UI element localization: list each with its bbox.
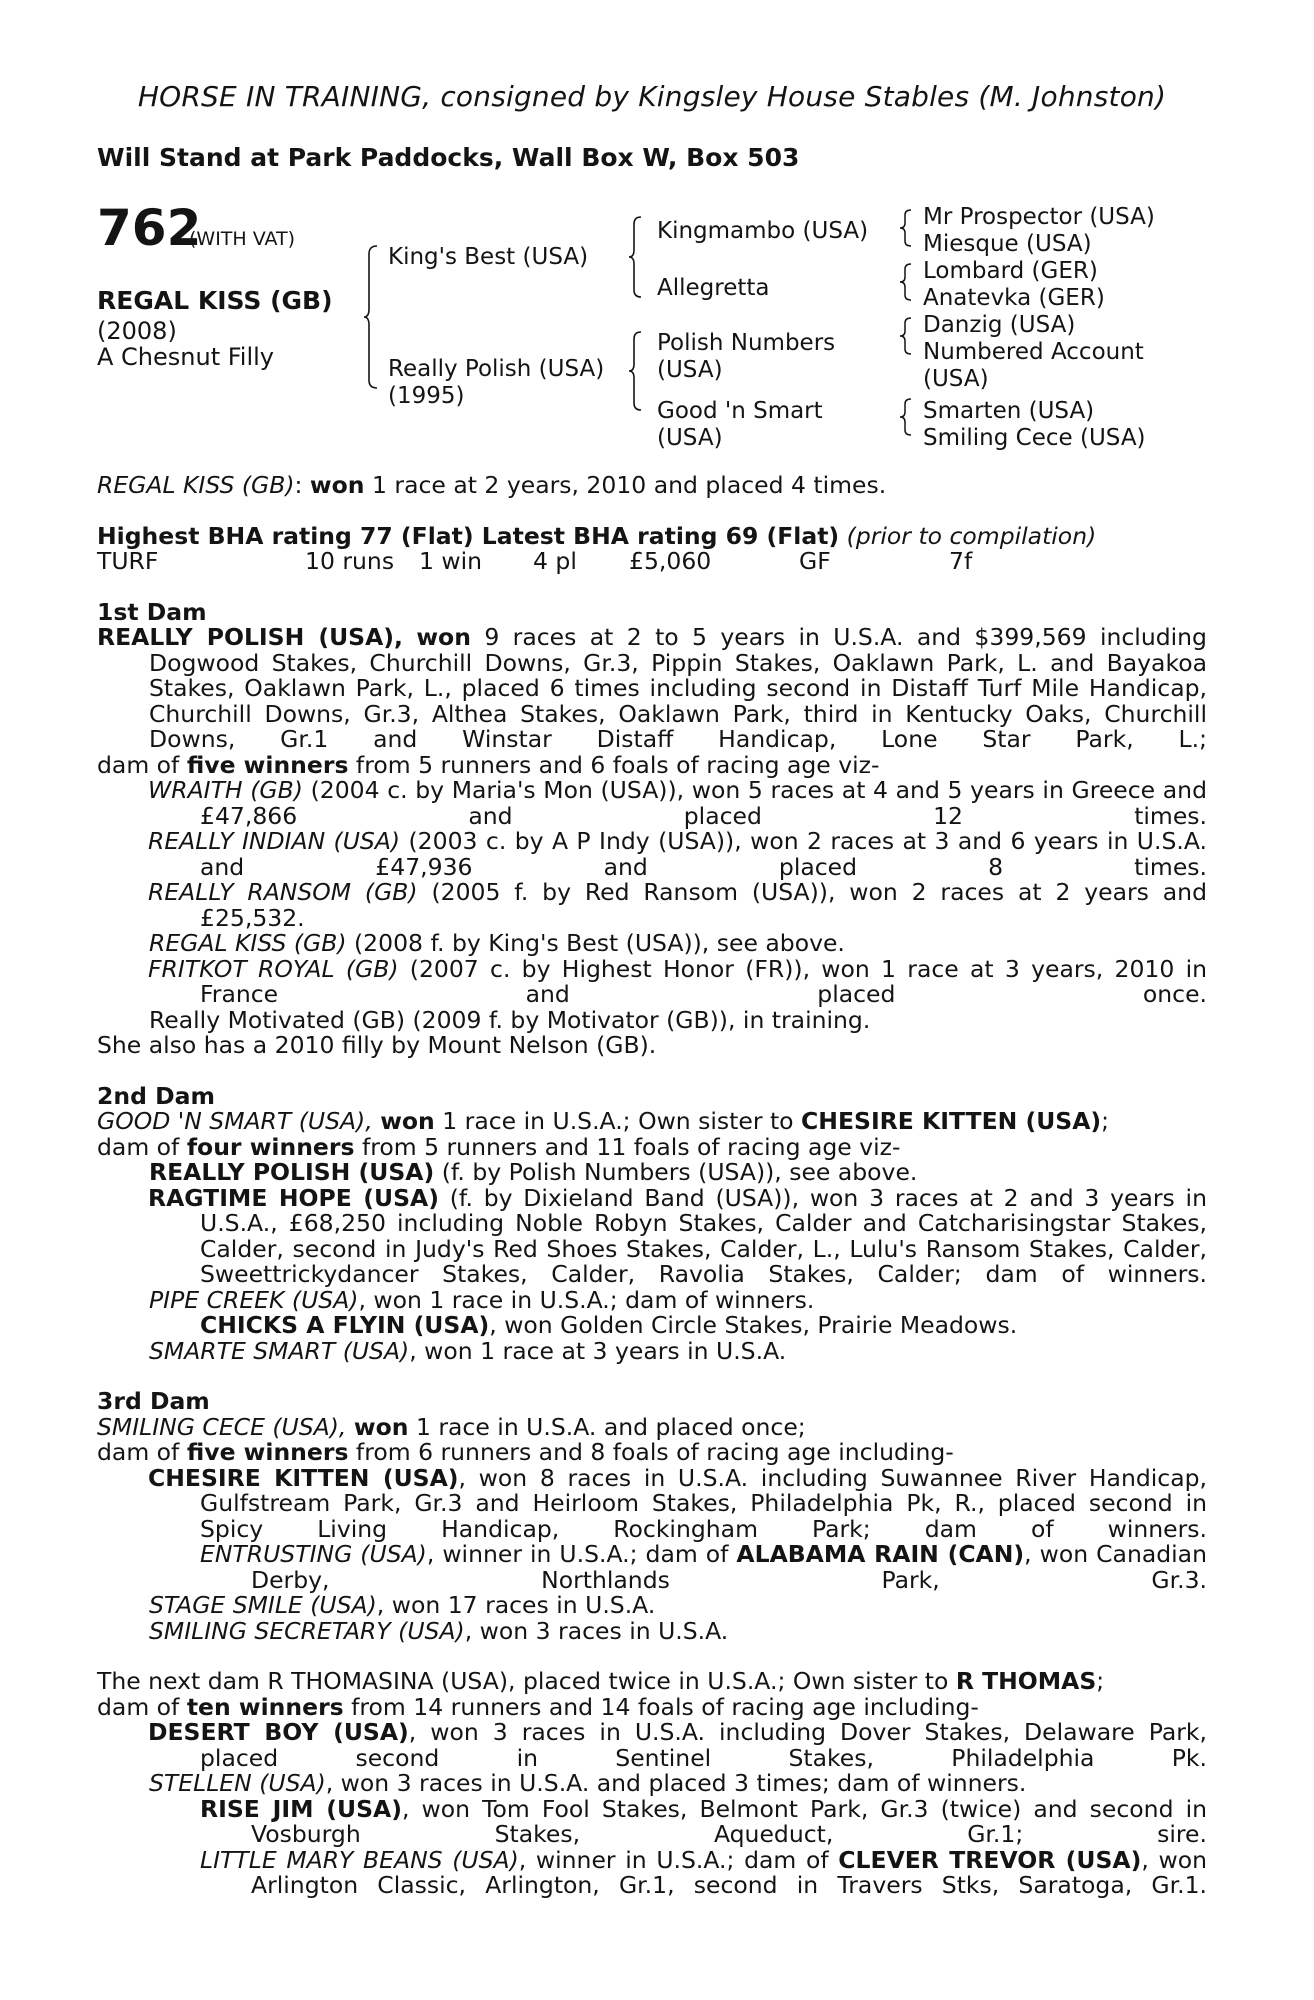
first-dam-record: REALLY POLISH (USA), won 9 races at 2 to 5 years in U.S.A. and $399,569 including Dogwood Stakes, Churchill Downs, Gr.3, Pippin Stakes, Oaklawn Park, L. and Bayakoa Stakes, Oaklawn Park, L., placed 6 times including second in Distaff Turf Mile Handicap, Churchill Downs, Gr.3, Althea Stakes, Oaklawn Park, third in Kentucky Oaks, Churchill Downs, Gr.1 and Winstar Distaff Handicap, Lone Star Park, L.;: [97, 623, 1207, 753]
foal-entry: STELLEN (USA), won 3 races in U.S.A. and placed 3 times; dam of winners.: [149, 1769, 1027, 1797]
lot-vat: (WITH VAT): [189, 228, 296, 250]
horse-year: (2008): [97, 317, 177, 345]
pedigree-g8: Smiling Cece (USA): [923, 425, 1146, 451]
pedigree-g7: Smarten (USA): [923, 398, 1095, 424]
grand-foal-entry: CHICKS A FLYIN (USA), won Golden Circle Stakes, Prairie Meadows.: [200, 1311, 1018, 1339]
pedigree-dam-dam-line2: (USA): [657, 425, 723, 451]
horse-name: REGAL KISS (GB): [97, 286, 333, 315]
pedigree-sire-dam: Allegretta: [657, 275, 770, 301]
horse-description: A Chesnut Filly: [97, 343, 275, 371]
pedigree-dam-sire-line1: Polish Numbers: [657, 330, 836, 356]
foal-entry: REGAL KISS (GB) (2008 f. by King's Best (USA)), see above.: [149, 929, 845, 957]
pedigree-g6-line1: Numbered Account: [923, 339, 1144, 365]
foal-entry: SMILING SECRETARY (USA), won 3 races in U.S.A.: [149, 1616, 729, 1645]
first-dam-produce: dam of five winners from 5 runners and 6 foals of racing age viz-: [97, 750, 880, 779]
foal-entry: RAGTIME HOPE (USA) (f. by Dixieland Band (USA)), won 3 races at 2 and 3 years in U.S.A., £68,250 including Noble Robyn Stakes, Calder and Catcharisingstar Stakes, Calder, second in Judy's Red Shoes Stakes, Calder, L., Lulu's Ransom Stakes, Calder, Sweettrickydancer Stakes, Calder, Ravolia Stakes, Calder; dam of winners.: [148, 1183, 1207, 1288]
pedigree-g3: Lombard (GER): [923, 258, 1098, 284]
foal-entry: SMARTE SMART (USA), won 1 race at 3 years in U.S.A.: [149, 1336, 787, 1365]
pedigree-dam-year: (1995): [388, 383, 465, 409]
foal-entry: FRITKOT ROYAL (GB) (2007 c. by Highest Honor (FR)), won 1 race at 3 years, 2010 in France and placed once.: [148, 954, 1207, 1008]
foal-entry: REALLY POLISH (USA) (f. by Polish Numbers (USA)), see above.: [149, 1158, 918, 1186]
foal-entry: PIPE CREEK (USA), won 1 race in U.S.A.; dam of winners.: [149, 1285, 815, 1314]
pedigree-brace-2: [628, 215, 646, 299]
pedigree-g5: Danzig (USA): [923, 312, 1076, 338]
second-dam-produce: dam of four winners from 5 runners and 11 foals of racing age viz-: [97, 1132, 901, 1161]
next-dam-produce: dam of ten winners from 14 runners and 14 foals of racing age including-: [97, 1692, 979, 1721]
pedigree-brace-4: [899, 208, 915, 248]
pedigree-brace-7: [899, 397, 915, 437]
pedigree-brace-6: [899, 316, 915, 356]
rating-record: TURF 10 runs 1 win 4 pl £5,060 GF 7f: [97, 547, 973, 575]
pedigree-g1: Mr Prospector (USA): [923, 204, 1155, 230]
pedigree-g6-line2: (USA): [923, 366, 989, 392]
grand-foal-entry: ENTRUSTING (USA), winner in U.S.A.; dam of ALABAMA RAIN (CAN), won Canadian Derby, Northlands Park, Gr.3.: [200, 1540, 1207, 1594]
third-dam-record: SMILING CECE (USA), won 1 race in U.S.A. and placed once;: [97, 1412, 806, 1441]
pedigree-dam-sire-line2: (USA): [657, 357, 723, 383]
pedigree-g4: Anatevka (GER): [923, 285, 1105, 311]
pedigree-sire-sire: Kingmambo (USA): [657, 218, 869, 244]
foal-entry: DESERT BOY (USA), won 3 races in U.S.A. including Dover Stakes, Delaware Park, placed second in Sentinel Stakes, Philadelphia Pk.: [148, 1718, 1208, 1772]
third-dam-produce: dam of five winners from 6 runners and 8 foals of racing age including-: [97, 1438, 954, 1466]
pedigree-dam: Really Polish (USA): [388, 356, 605, 382]
second-dam-heading: 2nd Dam: [97, 1081, 215, 1110]
consignment-title: HORSE IN TRAINING, consigned by Kingsley House Stables (M. Johnston): [137, 80, 1167, 113]
pedigree-brace-5: [899, 262, 915, 302]
first-dam-also: She also has a 2010 filly by Mount Nelson (GB).: [97, 1031, 657, 1059]
pedigree-brace-3: [628, 330, 646, 412]
foal-entry: REALLY INDIAN (USA) (2003 c. by A P Indy (USA)), won 2 races at 3 and 6 years in U.S.A. and £47,936 and placed 8 times.: [148, 827, 1207, 881]
race-summary: REGAL KISS (GB): won 1 race at 2 years, 2010 and placed 4 times.: [97, 471, 887, 499]
foal-in-training: Really Motivated (GB) (2009 f. by Motivator (GB)), in training.: [149, 1005, 871, 1034]
rating-headline: Highest BHA rating 77 (Flat) Latest BHA rating 69 (Flat) (prior to compilation): [97, 521, 1097, 550]
foal-entry: CHESIRE KITTEN (USA), won 8 races in U.S.A. including Suwannee River Handicap, Gulfstream Park, Gr.3 and Heirloom Stakes, Philadelphia Pk, R., placed second in Spicy Living Handicap, Rockingham Park; dam of winners.: [148, 1463, 1207, 1543]
third-dam-heading: 3rd Dam: [97, 1387, 210, 1415]
pedigree-g2: Miesque (USA): [923, 231, 1092, 257]
catalogue-body: [97, 473, 1207, 1899]
venue-line: Will Stand at Park Paddocks, Wall Box W, Box 503: [97, 143, 800, 172]
pedigree-dam-dam-line1: Good 'n Smart: [657, 398, 823, 424]
pedigree-sire: King's Best (USA): [388, 244, 589, 270]
foal-entry: WRAITH (GB) (2004 c. by Maria's Mon (USA)), won 5 races at 4 and 5 years in Greece and £47,866 and placed 12 times.: [148, 776, 1207, 830]
pedigree-brace-1: [363, 244, 383, 390]
next-dam-record: The next dam R THOMASINA (USA), placed twice in U.S.A.; Own sister to R THOMAS;: [97, 1667, 1105, 1695]
lot-number: 762: [97, 199, 202, 257]
foal-entry: REALLY RANSOM (GB) (2005 f. by Red Ransom (USA)), won 2 races at 2 years and £25,532.: [148, 878, 1207, 932]
grand-foal-entry: RISE JIM (USA), won Tom Fool Stakes, Belmont Park, Gr.3 (twice) and second in Vosburgh Stakes, Aqueduct, Gr.1; sire.: [200, 1794, 1207, 1848]
first-dam-heading: 1st Dam: [97, 597, 207, 626]
foal-entry: STAGE SMILE (USA), won 17 races in U.S.A.: [149, 1591, 656, 1619]
second-dam-record: GOOD 'N SMART (USA), won 1 race in U.S.A.; Own sister to CHESIRE KITTEN (USA);: [97, 1107, 1110, 1135]
grand-foal-entry: LITTLE MARY BEANS (USA), winner in U.S.A.; dam of CLEVER TREVOR (USA), won Arlington Classic, Arlington, Gr.1, second in Travers Stks, Saratoga, Gr.1.: [200, 1845, 1207, 1899]
